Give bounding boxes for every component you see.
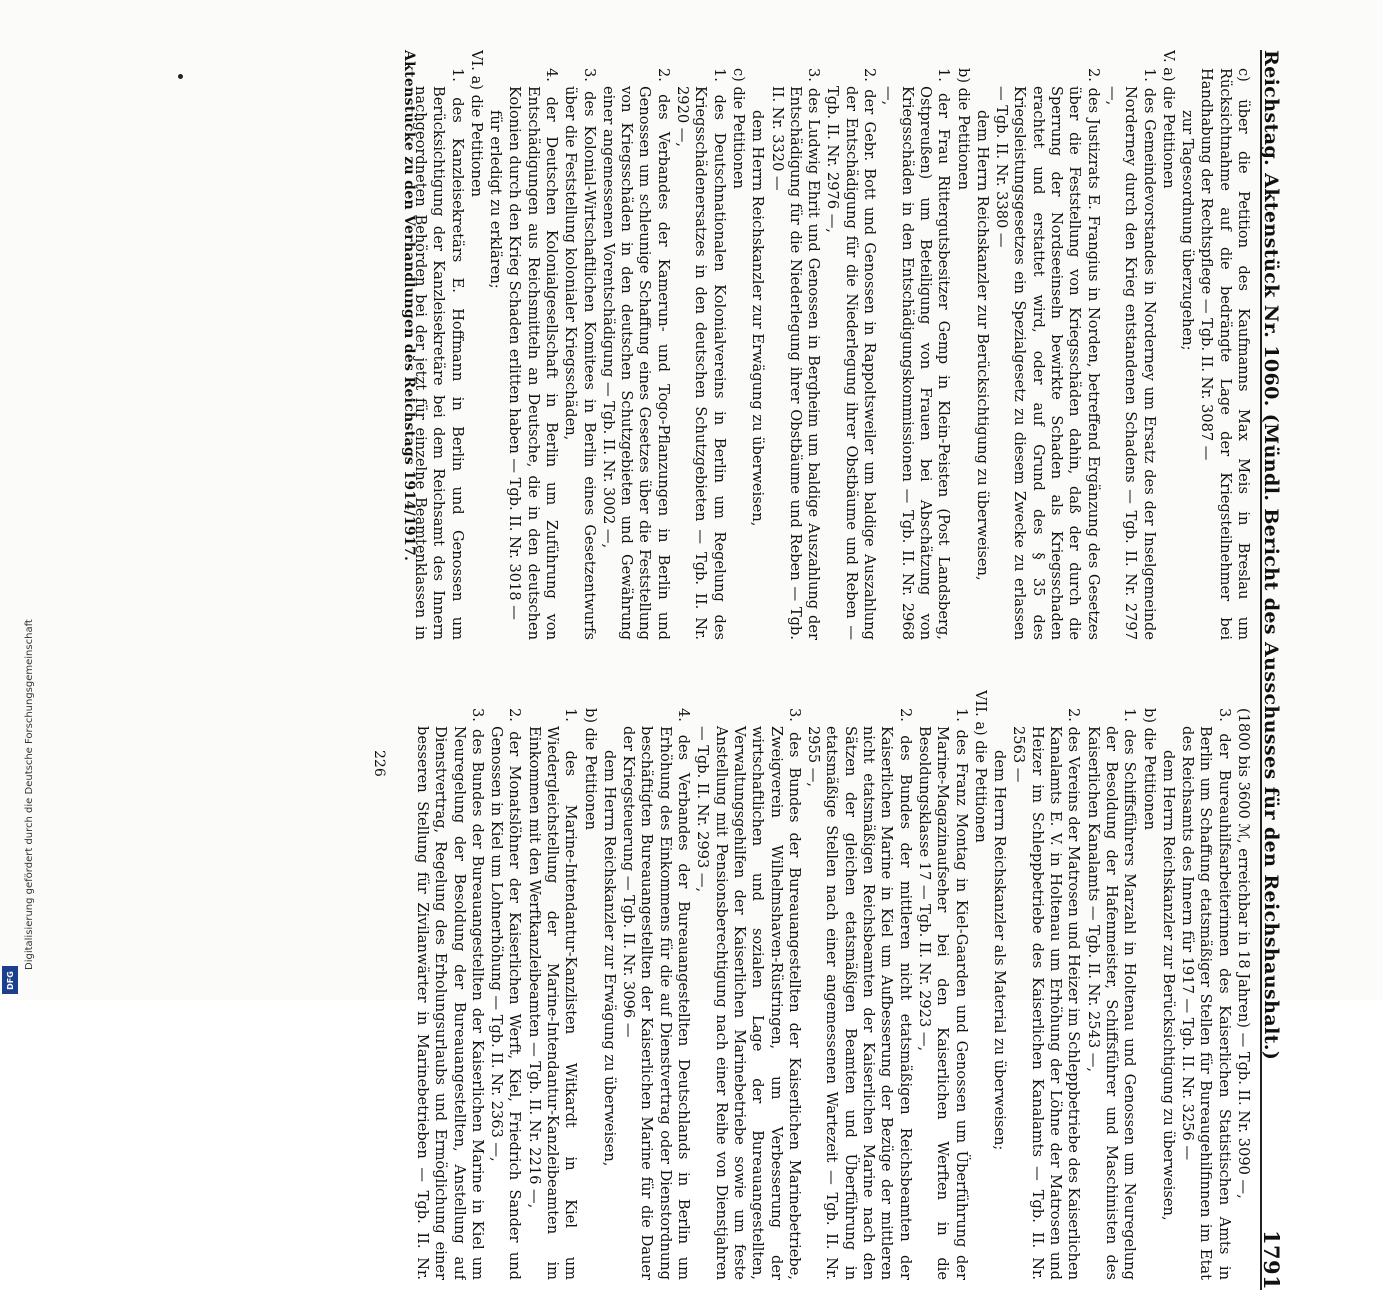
left-column bbox=[412, 50, 1252, 640]
paragraph: dem Herrn Reichskanzler als Material zu überweisen; bbox=[991, 750, 1009, 1151]
digitization-notice bbox=[10, 610, 35, 990]
list-item: 3. des Kolonial-Wirtschaftlichen Komitees in Berlin eines Gesetzentwurfs über die Feststellung kolonialer Kriegsschäden, bbox=[562, 68, 598, 640]
list-item: 1. des Kanzleisekretärs E. Hoffmann in Berlin und Genossen um Berücksichtigung der Kanzleisekretäre bei dem Reichsamt des Innern nachgeordneten Behörden bei der jetzt für einzelne Beamtenklassen in bbox=[412, 68, 466, 640]
paragraph: für erledigt zu erklären; bbox=[487, 110, 505, 289]
paragraph: dem Herrn Reichskanzler zur Erwägung zu überweisen, bbox=[749, 110, 767, 527]
paragraph: dem Herrn Reichskanzler zur Erwägung zu überweisen, bbox=[600, 750, 618, 1167]
list-item: 1. des Marine-Intendantur-Kanzlisten Witkardt in Kiel um Wiedergleichstellung der Marine-Intendantur-Kanzleibeamten im Einkommen mit den Werftkanzleibeamten — Tgb. II. Nr. 2216 —, bbox=[525, 708, 580, 1280]
section-heading: VI. a) die Petitionen bbox=[467, 50, 485, 197]
list-item: 3. des Bundes der Bureauangestellten der Kaiserlichen Marinebetriebe, Zweigverein Wilhelmshaven-Rüstringen, um Verbesserung der wirtschaftlichen und sozialen Lage der Bureauangestellten, Verwaltungsgehilfen der Kaiserlichen Marinebetriebe sowie um feste Anstellung mit Pensionsberechtigung nach einer Reihe von Dienstjahren — Tgb. II. Nr. 2993 —, bbox=[694, 708, 803, 1280]
paragraph: dem Herrn Reichskanzler zur Berücksichtigung zu überweisen, bbox=[973, 110, 991, 581]
right-column bbox=[412, 690, 1252, 1280]
list-item: 1. des Deutschnationalen Kolonialvereins in Berlin um Regelung des Kriegsschädenersatzes in den deutschen Schutzgebieten — Tgb. II. Nr. 2920 —, bbox=[674, 68, 728, 640]
section-heading: b) die Petitionen bbox=[954, 68, 972, 191]
header-page-number: 1791 bbox=[1259, 1229, 1285, 1290]
section-heading: b) die Petitionen bbox=[581, 708, 599, 831]
header-title: Reichstag. Aktenstück Nr. 1060. (Mündl. Bericht des Ausschusses für den Reichshaushalt.) bbox=[1260, 50, 1283, 1061]
list-item: 2. des Bundes der mittleren nicht etatsmäßigen Reichsbeamten der Kaiserlichen Marine in Kiel um Aufbesserung der Bezüge der mittleren nicht etatsmäßigen Reichsbeamten der Kaiserlichen Marine nach den Sätzen der gleichen etatsmäßigen Beamten und Überführung in etatsmäßige Stellen nach einer angemessenen Wartezeit — Tgb. II. Nr. 2955 —, bbox=[805, 708, 914, 1280]
list-item: 2. der Monatslöhner der Kaiserlichen Werft, Kiel, Friedrich Sander und Genossen in Kiel um Lohnerhöhung — Tgb. II. Nr. 2363 —, bbox=[488, 708, 524, 1280]
list-item: 4. des Verbandes der Bureauangestellten Deutschlands in Berlin um Erhöhung des Einkommens für die auf Dienstvertrag oder Dienstordnung beschäftigten Bureauangestellten der Kaiserlichen Marine für die Dauer der Kriegsteuerung — Tgb. II. Nr. 3096 — bbox=[620, 708, 693, 1280]
dfg-logo-text: DFG bbox=[5, 970, 15, 990]
paragraph: (1800 bis 3600 ℳ, erreichbar in 18 Jahren) — Tgb. II. Nr. 3090 —, bbox=[1235, 708, 1252, 1199]
paragraph: c) über die Petition des Kaufmanns Max Meis in Breslau um Rücksichtnahme auf die bedrängte Lage der Kriegsteilnehmer bei Handhabung der Rechtspflege — Tgb. II. Nr. 3087 — bbox=[1198, 68, 1252, 640]
list-item: 1. des Franz Montag in Kiel-Gaarden und Genossen um Überführung der Marine-Magazinaufseher bei den Kaiserlichen Werften in die Besoldungsklasse 17 — Tgb. II. Nr. 2923 —, bbox=[915, 708, 970, 1280]
section-heading: c) die Petitionen bbox=[729, 68, 747, 189]
list-item: 3. des Bundes der Bureauangestellten der Kaiserlichen Marine in Kiel um Neuregelung der Besoldung der Bureauangestellten, Anstellung auf Dienstvertrag, Regelung des Erholungsurlaubs und Ermöglichung einer besseren Stellung für Zivilanwärter in Marinebetrieben — Tgb. II. Nr. bbox=[413, 708, 486, 1280]
paragraph: zur Tagesordnung überzugehen; bbox=[1179, 110, 1197, 351]
list-item: 1. des Gemeindevorstandes in Norderney um Ersatz des der Inselgemeinde Norderney durch den Krieg entstandenen Schadens — Tgb. II. Nr. 2797 —, bbox=[1103, 68, 1158, 640]
section-heading: b) die Petitionen bbox=[1140, 708, 1158, 831]
list-item: 2. des Justizrats E. Frangius in Norden, betreffend Ergänzung des Gesetzes über die Feststellung von Kriegsschäden dahin, daß der durch die Sperrung der Nordseeinseln bewirkte Schaden als Kriegsschaden erachtet und erstattet wird, oder auf Grund des § 35 des Kriegsleistungsgesetzes ein Spezialgesetz zu diesem Zwecke zu erlassen — Tgb. II. Nr. 3380 — bbox=[993, 68, 1102, 640]
digitization-notice-text: Digitalisierung gefördert durch die Deutsche Forschungsgemeinschaft bbox=[24, 619, 35, 970]
rotated-page-content bbox=[38, 50, 1298, 1290]
list-item: 3. der Bureauhilfsarbeiterinnen des Kaiserlichen Statistischen Amts in Berlin um Schaffung etatsmäßiger Stellen für Bureaugehilfinnen im Etat des Reichsamts des Innern für 1917 — Tgb. II. Nr. 3256 — bbox=[1179, 708, 1233, 1280]
section-heading: V. a) die Petitionen bbox=[1159, 50, 1177, 189]
list-item: 1. des Schiffsführers Marzahl in Holtenau und Genossen um Neuregelung der Besoldung der Hafenmeister, Schiffsführer und Maschinisten des Kaiserlichen Kanalamts — Tgb. II. Nr. 2543 —, bbox=[1084, 708, 1139, 1280]
list-item: 2. der Gebr. Bott und Genossen in Rappoltsweiler um baldige Auszahlung der Entschädigung für die Niederlegung ihrer Obstbäume und Reben — Tgb. II. Nr. 2976 —, bbox=[824, 68, 879, 640]
list-item: 4. der Deutschen Kolonialgesellschaft in Berlin um Zuführung von Entschädigungen aus Reichsmitteln an Deutsche, die in den deutschen Kolonien durch den Krieg Schaden erlitten haben — Tgb. II. Nr. 3018 — bbox=[506, 68, 561, 640]
footer-page-number: 226 bbox=[371, 750, 387, 777]
list-item: 2. des Vereins der Matrosen und Heizer im Schleppbetriebe des Kaiserlichen Kanalamts E. V. in Holtenau um Erhöhung der Löhne der Matrosen und Heizer im Schleppbetriebe des Kaiserlichen Kanalamts — Tgb. II. Nr. 2563 — bbox=[1010, 708, 1083, 1280]
dfg-logo bbox=[2, 966, 18, 994]
page-footer: Aktenstücke zu den Verhandlungen des Reichstags 1914/1917. bbox=[401, 50, 417, 562]
page-header bbox=[1260, 50, 1298, 1290]
list-item: 2. des Verbandes der Kamerun- und Togo-Pflanzungen in Berlin und Genossen um schleunige Schaffung eines Gesetzes über die Feststellung von Kriegsschäden in den deutschen Schutzgebieten und Gewährung einer angemessenen Vorentschädigung — Tgb. II. Nr. 3002 —, bbox=[599, 68, 672, 640]
section-heading: VII. a) die Petitionen bbox=[971, 690, 989, 843]
paragraph: dem Herrn Reichskanzler zur Berücksichtigung zu überweisen, bbox=[1159, 750, 1177, 1221]
list-item: 3. des Ludwig Ehrit und Genossen in Bergheim um baldige Auszahlung der Entschädigung für die Niederlegung ihrer Obstbäume und Reben — Tgb. II. Nr. 3320 — bbox=[768, 68, 823, 640]
list-item: 1. der Frau Rittergutsbesitzer Gemp in Klein-Peisten (Post Landsberg, Ostpreußen) um Beteiligung von Frauen bei Abschätzung von Kriegsschäden in den Entschädigungskommissionen — Tgb. II. Nr. 2968 —, bbox=[880, 68, 953, 640]
